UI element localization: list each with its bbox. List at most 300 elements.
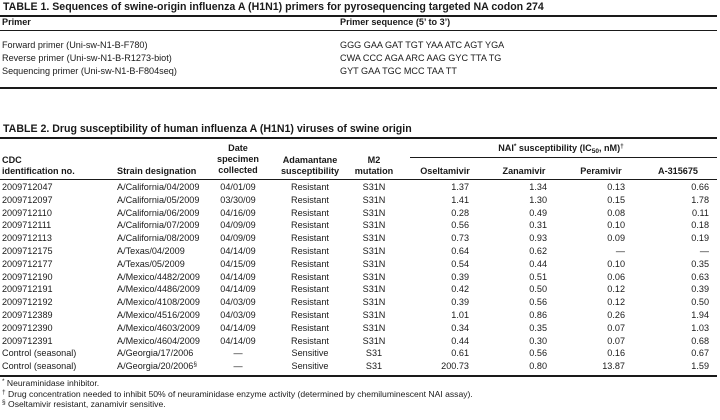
m2-mutation (350, 220, 398, 231)
date-collected (208, 348, 268, 359)
m2-mutation-text: S31N (362, 220, 386, 231)
footnote (2, 389, 473, 399)
date-collected (208, 272, 268, 283)
table2-bottom-rule (0, 375, 717, 377)
date-collected-text: 04/03/09 (220, 297, 256, 308)
cdc-id (2, 310, 53, 321)
a315675-ic50 (639, 348, 709, 359)
peramivir-ic50 (563, 336, 625, 347)
a315675-ic50-text: 0.35 (691, 258, 709, 269)
oseltamivir-ic50 (405, 361, 469, 372)
strain-designation-text: A/Georgia/20/2006 (117, 361, 194, 372)
adamantane-susceptibility-text: Resistant (291, 182, 329, 192)
strain-designation (117, 259, 185, 270)
strain-designation-text: A/Texas/04/2009 (117, 246, 185, 256)
cdc-id-text: 2009712047 (2, 182, 53, 192)
a315675-ic50-text: 0.19 (691, 233, 709, 244)
footnote-text: Neuraminidase inhibitor. (4, 378, 100, 388)
adamantane-susceptibility-text: Sensitive (291, 348, 329, 359)
table2-title: TABLE 2. Drug susceptibility of human influenza A (H1N1) viruses of swine origin (3, 123, 412, 135)
oseltamivir-ic50 (405, 348, 469, 359)
date-collected (208, 323, 268, 334)
header-cdc-line1: CDC (2, 155, 22, 165)
oseltamivir-ic50-text: 0.61 (451, 348, 469, 359)
date-collected-text: 04/01/09 (220, 182, 256, 192)
m2-mutation (350, 284, 398, 295)
date-collected-text: 04/14/09 (220, 246, 256, 256)
adamantane-susceptibility-text: Resistant (291, 258, 329, 269)
oseltamivir-ic50-text: 0.56 (451, 220, 469, 231)
zanamivir-ic50-text: 0.30 (529, 335, 547, 346)
peramivir-ic50 (563, 272, 625, 283)
cdc-id-text: 2009712177 (2, 258, 53, 269)
adamantane-susceptibility (275, 310, 345, 321)
strain-designation (117, 310, 200, 321)
oseltamivir-ic50 (405, 182, 469, 193)
primer-name: Sequencing primer (Uni-sw-N1-B-F804seq) (2, 66, 177, 76)
header-nai-group: NAI* susceptibility ($IC_{50}$, nM)† (498, 143, 624, 155)
table-row (0, 297, 720, 309)
oseltamivir-ic50-text: 1.01 (451, 310, 469, 320)
peramivir-ic50-text: 0.06 (607, 271, 625, 282)
m2-mutation (350, 259, 398, 270)
peramivir-ic50 (563, 220, 625, 231)
date-collected (208, 284, 268, 295)
cdc-id (2, 246, 53, 257)
adamantane-susceptibility (275, 284, 345, 295)
header-a315675: A-315675 (658, 166, 698, 176)
oseltamivir-ic50 (405, 284, 469, 295)
cdc-id-text: 2009712391 (2, 335, 53, 346)
m2-mutation-text: S31N (362, 207, 386, 218)
peramivir-ic50 (563, 284, 625, 295)
m2-mutation-text: S31 (365, 361, 383, 372)
m2-mutation-text: S31N (362, 297, 386, 308)
a315675-ic50-text: 1.78 (691, 194, 709, 205)
strain-designation (117, 182, 199, 193)
oseltamivir-ic50-text: 0.39 (451, 271, 469, 282)
table1-bottom-rule (0, 87, 717, 89)
table-row (0, 336, 720, 348)
zanamivir-ic50 (485, 246, 547, 257)
cdc-id-text: Control (seasonal) (2, 361, 77, 372)
peramivir-ic50 (563, 348, 625, 359)
date-collected-text: 04/09/09 (220, 233, 256, 244)
peramivir-ic50-text: 0.09 (607, 233, 625, 244)
peramivir-ic50 (563, 195, 625, 206)
footnote-text: Drug concentration needed to inhibit 50% of neuraminidase enzyme activity (determined by chemiluminescent NAI assay). (5, 388, 473, 399)
m2-mutation (350, 272, 398, 283)
adamantane-susceptibility-text: Resistant (291, 310, 329, 320)
a315675-ic50-text: 0.18 (691, 220, 709, 231)
date-collected-text: 04/09/09 (220, 220, 256, 231)
m2-mutation (350, 182, 398, 193)
adamantane-susceptibility (275, 336, 345, 347)
adamantane-susceptibility (275, 259, 345, 270)
adamantane-susceptibility (275, 182, 345, 193)
peramivir-ic50-text: 0.08 (607, 207, 625, 218)
strain-designation (117, 284, 200, 295)
peramivir-ic50-text: 0.10 (607, 220, 625, 231)
strain-designation-text: A/Mexico/4108/2009 (117, 297, 200, 308)
cdc-id-text: 2009712110 (2, 207, 52, 218)
peramivir-ic50-text: 0.15 (607, 194, 625, 205)
date-collected (208, 246, 268, 257)
date-collected (208, 361, 268, 372)
peramivir-ic50-text: 0.16 (607, 348, 625, 359)
m2-mutation-text: S31N (362, 271, 386, 282)
adamantane-susceptibility-text: Resistant (291, 207, 329, 218)
a315675-ic50 (639, 323, 709, 334)
date-collected (208, 259, 268, 270)
peramivir-ic50-text: — (615, 246, 625, 256)
peramivir-ic50-text: 0.12 (607, 284, 625, 295)
table-row (0, 246, 720, 258)
a315675-ic50 (639, 208, 709, 219)
a315675-ic50 (639, 246, 709, 257)
header-cdc-line2: identification no. (2, 166, 75, 176)
zanamivir-ic50 (485, 220, 547, 231)
zanamivir-ic50-text: 0.56 (529, 348, 547, 359)
peramivir-ic50 (563, 246, 625, 257)
a315675-ic50-text: 1.94 (691, 310, 709, 320)
oseltamivir-ic50 (405, 259, 469, 270)
adamantane-susceptibility-text: Resistant (291, 322, 329, 333)
peramivir-ic50-text: 0.10 (607, 258, 625, 269)
adamantane-susceptibility-text: Resistant (291, 284, 329, 295)
strain-designation (117, 233, 199, 244)
adamantane-susceptibility-text: Resistant (291, 220, 329, 231)
strain-designation-text: A/Georgia/17/2006 (117, 348, 194, 359)
zanamivir-ic50-text: 0.31 (529, 220, 547, 231)
cdc-id (2, 297, 53, 308)
adamantane-susceptibility-text: Resistant (291, 246, 329, 256)
oseltamivir-ic50-text: 0.54 (451, 258, 469, 269)
a315675-ic50-text: 0.39 (691, 284, 709, 295)
adamantane-susceptibility (275, 208, 345, 219)
date-collected (208, 297, 268, 308)
strain-designation-text: A/California/04/2009 (117, 182, 200, 192)
a315675-ic50-text: 0.67 (691, 348, 709, 359)
oseltamivir-ic50 (405, 195, 469, 206)
a315675-ic50-text: 1.03 (691, 322, 709, 333)
table-row (0, 310, 720, 322)
cdc-id-text: 2009712190 (2, 271, 53, 282)
zanamivir-ic50-text: 0.49 (529, 207, 547, 218)
zanamivir-ic50 (485, 208, 547, 219)
zanamivir-ic50 (485, 361, 547, 372)
date-collected-text: 04/14/09 (220, 284, 256, 295)
m2-mutation (350, 348, 398, 359)
adamantane-susceptibility-text: Resistant (291, 271, 329, 282)
footnote-mark: § (193, 361, 197, 369)
peramivir-ic50 (563, 259, 625, 270)
cdc-id (2, 182, 53, 193)
adamantane-susceptibility-text: Resistant (291, 194, 329, 205)
adamantane-susceptibility-text: Resistant (291, 297, 329, 308)
strain-designation (117, 361, 197, 372)
strain-designation (117, 297, 200, 308)
m2-mutation-text: S31N (362, 194, 386, 205)
m2-mutation-text: S31N (362, 233, 386, 244)
m2-mutation-text: S31N (362, 322, 386, 333)
header-adamantane-line1: Adamantane (282, 155, 338, 165)
table1-title: TABLE 1. Sequences of swine-origin influenza A (H1N1) primers for pyrosequencing targeted NA codon 274 (3, 1, 544, 13)
peramivir-ic50 (563, 361, 625, 372)
adamantane-susceptibility-text: Resistant (291, 233, 329, 244)
zanamivir-ic50 (485, 233, 547, 244)
oseltamivir-ic50 (405, 323, 469, 334)
adamantane-susceptibility (275, 323, 345, 334)
strain-designation-text: A/Mexico/4516/2009 (117, 310, 200, 320)
oseltamivir-ic50 (405, 246, 469, 257)
date-collected-text: 04/03/09 (220, 310, 256, 320)
oseltamivir-ic50-text: 0.42 (451, 284, 469, 295)
peramivir-ic50-text: 0.07 (607, 322, 625, 333)
m2-mutation (350, 297, 398, 308)
strain-designation-text: A/Mexico/4482/2009 (117, 271, 200, 282)
peramivir-ic50 (563, 297, 625, 308)
a315675-ic50-text: — (699, 246, 709, 256)
oseltamivir-ic50-text: 0.39 (451, 297, 469, 308)
primer-sequence: CWA CCC AGA ARC AAG GYC TTA TG (340, 53, 502, 63)
cdc-id-text: 2009712097 (2, 194, 53, 205)
primer-name: Forward primer (Uni-sw-N1-B-F780) (2, 40, 148, 50)
date-collected-text: — (233, 348, 243, 359)
oseltamivir-ic50-text: 0.64 (451, 246, 469, 256)
cdc-id (2, 195, 53, 206)
m2-mutation (350, 310, 398, 321)
header-adamantane-line2: susceptibility (280, 166, 340, 176)
oseltamivir-ic50-text: 1.41 (451, 194, 469, 205)
zanamivir-ic50-text: 0.80 (529, 361, 547, 372)
strain-designation (117, 220, 199, 231)
oseltamivir-ic50 (405, 208, 469, 219)
oseltamivir-ic50 (405, 310, 469, 321)
date-collected (208, 182, 268, 193)
footnote (2, 399, 166, 409)
peramivir-ic50 (563, 208, 625, 219)
peramivir-ic50-text: 0.26 (607, 310, 625, 320)
a315675-ic50 (639, 361, 709, 372)
zanamivir-ic50-text: 1.34 (529, 182, 547, 192)
m2-mutation-text: S31N (362, 310, 386, 320)
cdc-id-text: 2009712192 (2, 297, 53, 308)
adamantane-susceptibility (275, 233, 345, 244)
zanamivir-ic50-text: 0.93 (529, 233, 547, 244)
adamantane-susceptibility (275, 348, 345, 359)
header-oseltamivir: Oseltamivir (420, 166, 470, 176)
cdc-id-text: 2009712389 (2, 310, 53, 320)
table2-top-rule (0, 137, 717, 139)
oseltamivir-ic50-text: 200.73 (441, 361, 469, 372)
zanamivir-ic50 (485, 272, 547, 283)
a315675-ic50 (639, 195, 709, 206)
m2-mutation-text: S31N (362, 246, 386, 256)
adamantane-susceptibility-text: Sensitive (291, 361, 329, 372)
zanamivir-ic50-text: 0.44 (529, 258, 547, 269)
cdc-id-text: 2009712175 (2, 246, 53, 256)
zanamivir-ic50 (485, 195, 547, 206)
footnote-mark: * (2, 378, 5, 385)
oseltamivir-ic50 (405, 272, 469, 283)
strain-designation (117, 246, 185, 257)
strain-designation-text: A/California/07/2009 (117, 220, 200, 231)
date-collected-text: 04/14/09 (220, 271, 256, 282)
peramivir-ic50 (563, 233, 625, 244)
m2-mutation-text: S31N (362, 258, 386, 269)
a315675-ic50 (639, 182, 709, 193)
a315675-ic50-text: 0.63 (691, 271, 709, 282)
strain-designation-text: A/Mexico/4603/2009 (117, 322, 200, 333)
table-row (0, 233, 720, 245)
nai-group-rule (410, 157, 717, 158)
cdc-id (2, 323, 53, 334)
a315675-ic50 (639, 259, 709, 270)
table2-header-rule (0, 179, 717, 180)
zanamivir-ic50 (485, 297, 547, 308)
oseltamivir-ic50-text: 0.44 (451, 335, 469, 346)
strain-designation-text: A/Texas/05/2009 (117, 258, 185, 269)
primer-name: Reverse primer (Uni-sw-N1-B-R1273-biot) (2, 53, 172, 63)
adamantane-susceptibility (275, 246, 345, 257)
cdc-id (2, 233, 52, 244)
footnote (2, 378, 99, 388)
date-collected-text: 03/30/09 (220, 194, 256, 205)
table-row (0, 323, 720, 335)
oseltamivir-ic50 (405, 336, 469, 347)
a315675-ic50 (639, 233, 709, 244)
cdc-id-text: Control (seasonal) (2, 348, 77, 359)
zanamivir-ic50 (485, 310, 547, 321)
zanamivir-ic50-text: 0.35 (529, 322, 547, 333)
m2-mutation (350, 233, 398, 244)
table-row (0, 259, 720, 271)
cdc-id (2, 336, 53, 347)
a315675-ic50 (639, 220, 709, 231)
footnote-mark: † (2, 388, 6, 396)
zanamivir-ic50-text: 0.51 (529, 271, 547, 282)
m2-mutation (350, 246, 398, 257)
zanamivir-ic50-text: 0.50 (529, 284, 547, 295)
table1-header-sequence: Primer sequence (5’ to 3’) (340, 17, 451, 27)
cdc-id-text: 2009712390 (2, 322, 53, 333)
peramivir-ic50-text: 0.12 (607, 297, 625, 308)
cdc-id-text: 2009712111 (2, 220, 52, 231)
a315675-ic50 (639, 336, 709, 347)
oseltamivir-ic50 (405, 297, 469, 308)
oseltamivir-ic50-text: 0.73 (451, 233, 469, 244)
date-collected-text: 04/14/09 (220, 335, 256, 346)
strain-designation (117, 208, 199, 219)
strain-designation-text: A/California/05/2009 (117, 194, 200, 205)
date-collected (208, 195, 268, 206)
date-collected-text: 04/14/09 (220, 322, 256, 333)
zanamivir-ic50-text: 0.86 (529, 310, 547, 320)
a315675-ic50-text: 0.68 (691, 335, 709, 346)
m2-mutation (350, 336, 398, 347)
date-collected-text: 04/16/09 (220, 207, 256, 218)
header-m2-line1: M2 (367, 155, 381, 165)
a315675-ic50-text: 1.59 (691, 361, 709, 372)
m2-mutation-text: S31N (362, 284, 386, 295)
table1-header-rule (0, 30, 717, 31)
zanamivir-ic50-text: 0.56 (529, 297, 547, 308)
strain-designation (117, 323, 200, 334)
peramivir-ic50-text: 0.07 (607, 335, 625, 346)
cdc-id-text: 2009712113 (2, 233, 52, 244)
m2-mutation (350, 323, 398, 334)
header-zanamivir: Zanamivir (502, 166, 546, 176)
primer-sequence: GGG GAA GAT TGT YAA ATC AGT YGA (340, 40, 505, 50)
strain-designation (117, 336, 200, 347)
m2-mutation (350, 195, 398, 206)
zanamivir-ic50 (485, 323, 547, 334)
oseltamivir-ic50 (405, 220, 469, 231)
a315675-ic50-text: 0.66 (691, 182, 709, 192)
a315675-ic50 (639, 272, 709, 283)
header-strain: Strain designation (117, 166, 197, 176)
oseltamivir-ic50 (405, 233, 469, 244)
zanamivir-ic50 (485, 348, 547, 359)
a315675-ic50 (639, 310, 709, 321)
cdc-id (2, 361, 76, 372)
oseltamivir-ic50-text: 0.34 (451, 322, 469, 333)
table-row (0, 220, 720, 232)
adamantane-susceptibility-text: Resistant (291, 335, 329, 346)
table-row (0, 208, 720, 220)
adamantane-susceptibility (275, 272, 345, 283)
cdc-id (2, 220, 51, 231)
header-date-line1: Date (228, 143, 248, 153)
date-collected (208, 310, 268, 321)
cdc-id (2, 208, 52, 219)
a315675-ic50 (639, 284, 709, 295)
zanamivir-ic50 (485, 259, 547, 270)
footnote-mark: § (2, 399, 6, 406)
zanamivir-ic50 (485, 336, 547, 347)
cdc-id-text: 2009712191 (2, 284, 53, 295)
peramivir-ic50 (563, 310, 625, 321)
peramivir-ic50 (563, 182, 625, 193)
footnote-text: Oseltamivir resistant, zanamivir sensitive. (5, 399, 166, 409)
date-collected (208, 233, 268, 244)
table-row (0, 348, 720, 360)
peramivir-ic50 (563, 323, 625, 334)
header-peramivir: Peramivir (580, 166, 622, 176)
peramivir-ic50-text: 0.13 (607, 182, 625, 192)
date-collected (208, 336, 268, 347)
cdc-id (2, 272, 53, 283)
primer-sequence: GYT GAA TGC MCC TAA TT (340, 66, 457, 76)
table-row (0, 284, 720, 296)
adamantane-susceptibility (275, 297, 345, 308)
table-row (0, 361, 720, 373)
m2-mutation-text: S31N (362, 335, 386, 346)
a315675-ic50 (639, 297, 709, 308)
strain-designation (117, 348, 193, 359)
table-row (0, 182, 720, 194)
strain-designation-text: A/California/08/2009 (117, 233, 200, 244)
m2-mutation-text: S31 (365, 348, 383, 359)
strain-designation-text: A/Mexico/4486/2009 (117, 284, 200, 295)
strain-designation-text: A/Mexico/4604/2009 (117, 335, 200, 346)
m2-mutation (350, 361, 398, 372)
date-collected-text: 04/15/09 (220, 258, 256, 269)
strain-designation (117, 195, 199, 206)
header-date-line3: collected (218, 165, 258, 175)
date-collected-text: — (233, 361, 243, 372)
